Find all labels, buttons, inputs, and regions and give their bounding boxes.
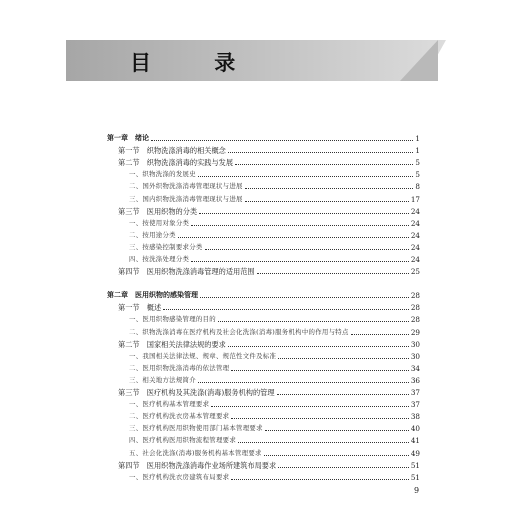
toc-leader-dots [238, 442, 409, 443]
toc-leader-dots [277, 394, 409, 395]
toc-section-row[interactable] [107, 265, 420, 276]
toc-section-row[interactable] [107, 156, 420, 167]
toc-subsection-row[interactable] [107, 398, 420, 409]
toc-leader-dots [199, 213, 409, 214]
toc-page-number: 17 [410, 194, 420, 204]
toc-leader-dots [205, 249, 409, 250]
toc-leader-dots [211, 406, 409, 407]
toc-subsection-row[interactable] [107, 422, 420, 433]
toc-subsection-row[interactable] [107, 241, 420, 252]
toc-subsection-row[interactable] [107, 217, 420, 228]
toc-page-number: 40 [410, 424, 420, 434]
toc-entry-label: 一、医用织物感染管理的目的 [129, 315, 216, 324]
toc-subsection-row[interactable] [107, 447, 420, 458]
toc-subsection-row[interactable] [107, 326, 420, 337]
toc-entry-label: 一、织物洗涤的发展史 [129, 170, 196, 179]
toc-leader-dots [198, 382, 409, 383]
toc-page-number: 30 [410, 351, 420, 361]
toc-page-number: 34 [410, 363, 420, 373]
toc-page-number: 5 [415, 170, 420, 180]
toc-entry-label: 二、医疗机构洗衣房基本管理要求 [129, 412, 230, 421]
toc-subsection-row[interactable] [107, 410, 420, 421]
page-number: 9 [414, 486, 420, 495]
toc-leader-dots [198, 176, 414, 177]
toc-subsection-row[interactable] [107, 193, 420, 204]
toc-page-number: 38 [410, 412, 420, 422]
toc-leader-dots [191, 225, 409, 226]
toc-page-number: 1 [415, 146, 420, 156]
toc-subsection-row[interactable] [107, 374, 420, 385]
toc-entry-label: 三、相关地方法规简介 [129, 375, 196, 384]
toc-entry-label: 一、我国相关法律法规、规章、规范性文件及标准 [129, 351, 277, 360]
toc-page-number: 24 [410, 242, 420, 252]
page-title: 目 录 [130, 50, 264, 75]
toc-leader-dots [245, 188, 414, 189]
toc-page-number: 28 [410, 291, 420, 301]
toc-entry-label: 二、织物洗涤消毒在医疗机构及社会化洗涤(消毒)服务机构中的作用与特点 [129, 327, 349, 336]
toc-subsection-row[interactable] [107, 471, 420, 482]
toc-subsection-row[interactable] [107, 229, 420, 240]
toc-entry-label: 第二节 国家相关法律法规的要求 [118, 339, 226, 349]
toc-leader-dots [191, 261, 409, 262]
toc-leader-dots [178, 237, 409, 238]
toc-chapter-row[interactable] [107, 289, 420, 300]
toc-subsection-row[interactable] [107, 362, 420, 373]
toc-leader-dots [228, 346, 409, 347]
toc-entry-label: 一、医疗机构基本管理要求 [129, 400, 210, 409]
toc-leader-dots [231, 479, 408, 480]
toc-page-number: 29 [410, 327, 420, 337]
toc-page-number: 24 [410, 255, 420, 264]
toc-entry-label: 第二节 织物洗涤消毒的实践与发展 [118, 158, 234, 168]
toc-page-number: 28 [410, 315, 420, 325]
toc-section-row[interactable] [107, 205, 420, 216]
toc-entry-label: 一、医疗机构洗衣房建筑布局要求 [129, 472, 230, 481]
toc-entry-label: 第四节 医用织物洗涤消毒作业场所建筑布局要求 [118, 460, 277, 470]
toc-page-number: 28 [410, 303, 420, 313]
toc-entry-label: 第一节 织物洗涤消毒的相关概念 [118, 146, 226, 156]
toc-entry-label: 第一节 概述 [118, 303, 162, 313]
toc-leader-dots [257, 273, 409, 274]
toc-subsection-row[interactable] [107, 350, 420, 361]
toc-leader-dots [163, 309, 409, 310]
toc-entry-label: 二、医用织物洗涤消毒的依法管理 [129, 363, 230, 372]
toc-page-number: 49 [410, 448, 420, 458]
toc-page-number: 25 [410, 267, 420, 277]
toc-page-number: 24 [410, 218, 420, 228]
toc-page-number: 24 [410, 230, 420, 240]
toc-subsection-row[interactable] [107, 434, 420, 445]
toc-page-number: 51 [410, 472, 420, 482]
toc-entry-label: 三、医疗机构医用织物使用部门基本管理要求 [129, 424, 263, 433]
toc-entry-label: 第三节 医用织物的分类 [118, 206, 198, 216]
toc-page-number: 8 [415, 182, 420, 192]
toc-leader-dots [278, 358, 409, 359]
toc-page-number: 41 [410, 436, 420, 446]
toc-entry-label: 二、按用途分类 [129, 230, 176, 239]
toc-leader-dots [245, 201, 409, 202]
toc-leader-dots [264, 455, 409, 456]
toc-entry-label: 二、国外织物洗涤消毒管理现状与进展 [129, 182, 243, 191]
toc-section-row[interactable] [107, 338, 420, 349]
toc-page-number: 51 [410, 460, 420, 470]
toc-page-number: 24 [410, 206, 420, 216]
toc-section-row[interactable] [107, 301, 420, 312]
toc-entry-label: 第三节 医疗机构及其洗涤(消毒)服务机构的管理 [118, 388, 275, 397]
toc-subsection-row[interactable] [107, 313, 420, 324]
toc-entry-label: 第一章 绪论 [107, 134, 149, 142]
toc-page-number: 30 [410, 339, 420, 349]
toc-leader-dots [278, 467, 409, 468]
toc-entry-label: 四、按洗涤处理分类 [129, 255, 190, 263]
toc-entry-label: 三、按感染控制要求分类 [129, 242, 203, 251]
toc-chapter-row[interactable] [107, 132, 420, 143]
toc-leader-dots [151, 140, 413, 141]
toc-leader-dots [265, 430, 409, 431]
toc-subsection-row[interactable] [107, 168, 420, 179]
toc-leader-dots [218, 321, 409, 322]
toc-entry-label: 第四节 医用织物洗涤消毒管理的适用范围 [118, 267, 255, 277]
toc-page-number: 37 [410, 388, 420, 397]
toc-page-number: 5 [415, 158, 420, 168]
toc-leader-dots [228, 152, 414, 153]
toc-leader-dots [235, 164, 413, 165]
toc-page-number: 1 [415, 134, 420, 143]
toc-entry-label: 五、社会化洗涤(消毒)服务机构基本管理要求 [129, 448, 262, 457]
toc-subsection-row[interactable] [107, 180, 420, 191]
toc-section-row[interactable] [107, 459, 420, 470]
toc-leader-dots [231, 418, 408, 419]
toc-leader-dots [351, 334, 409, 335]
toc-leader-dots [231, 370, 408, 371]
toc-subsection-row[interactable] [107, 253, 420, 264]
toc-section-row[interactable] [107, 144, 420, 155]
toc-entry-label: 一、按使用对象分类 [129, 218, 190, 227]
toc-entry-label: 三、国内织物洗涤消毒管理现状与进展 [129, 194, 243, 203]
toc-page-number: 37 [410, 400, 420, 410]
toc-page-number: 36 [410, 375, 420, 385]
toc-entry-label: 四、医疗机构医用织物流程管理要求 [129, 436, 237, 445]
toc-leader-dots [200, 297, 409, 298]
toc-entry-label: 第二章 医用织物的感染管理 [107, 291, 198, 300]
toc-section-row[interactable] [107, 386, 420, 397]
